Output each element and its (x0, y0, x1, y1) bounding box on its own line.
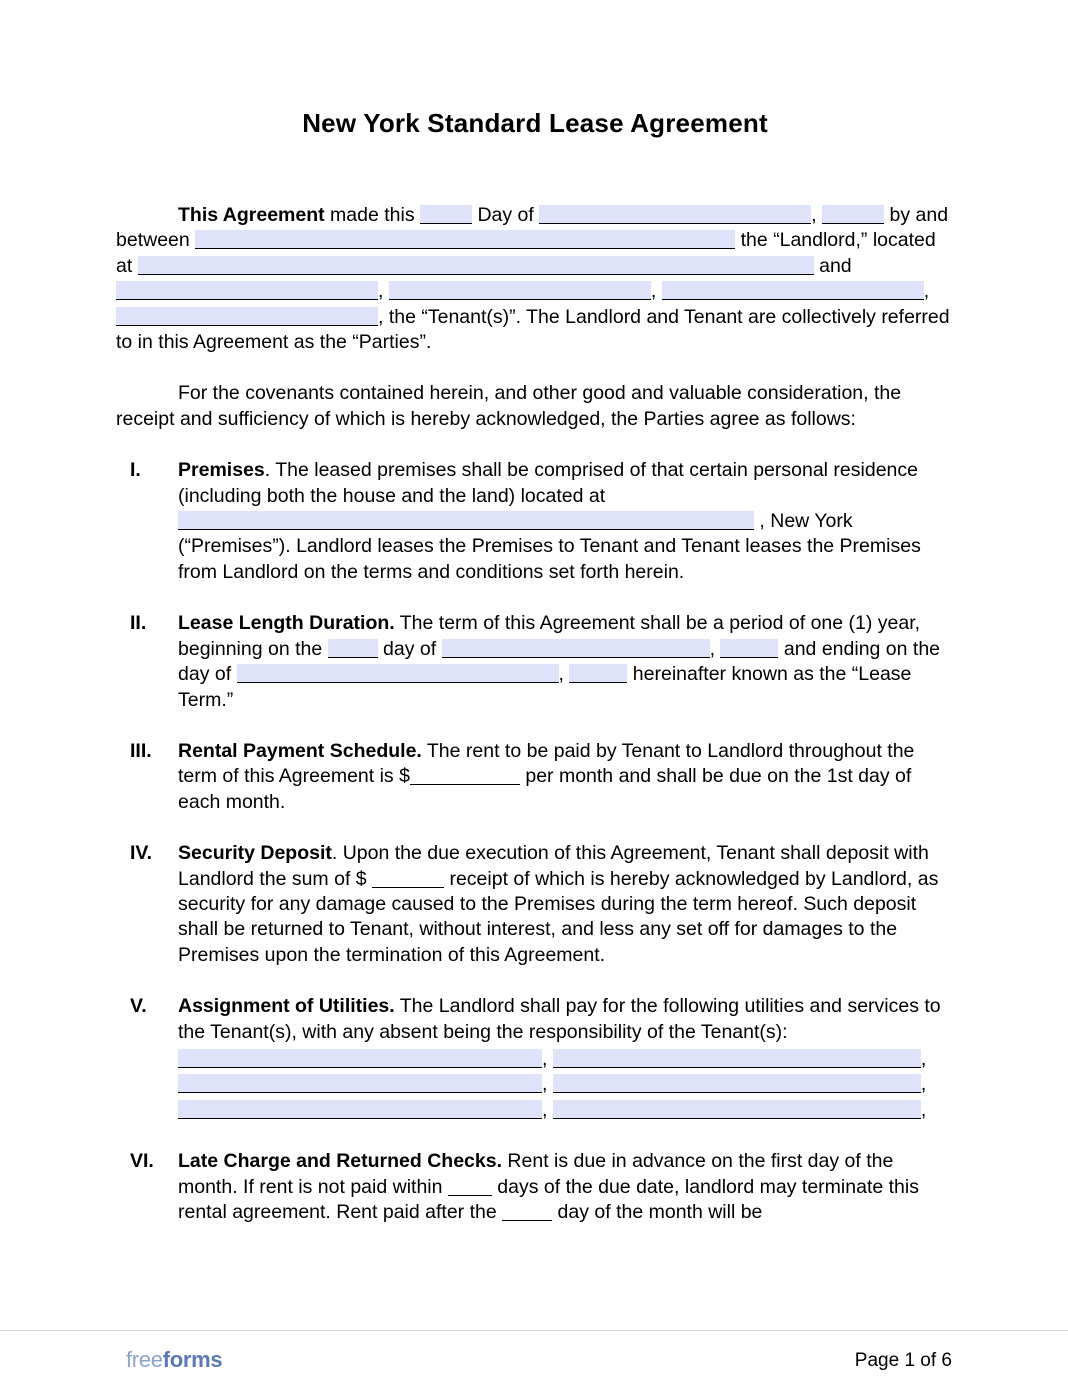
field-start-month[interactable] (442, 639, 710, 658)
intro-paragraph (116, 203, 954, 355)
section-body-1 (178, 458, 954, 585)
utility-separator-5: , (542, 1098, 548, 1121)
utility-separator-3: , (542, 1073, 548, 1096)
utility-separator-6: , (920, 1098, 927, 1121)
section-number-6: VI. (130, 1150, 154, 1173)
field-year[interactable] (822, 205, 884, 224)
page-footer (0, 1330, 1068, 1386)
section-text-2b: day of (377, 637, 442, 660)
field-deposit-amount[interactable] (372, 869, 444, 888)
field-utility-1[interactable] (178, 1049, 542, 1068)
section-text-6b: days of the due date, landlord may terminate this rental agreement. Rent paid after the (178, 1175, 919, 1223)
section-heading-4: Security Deposit (178, 842, 332, 865)
intro-text-3: , (811, 204, 823, 226)
field-grace-days[interactable] (448, 1177, 492, 1196)
section-rental-payment (116, 739, 954, 815)
section-text-6c: day of the month will be (552, 1201, 763, 1223)
field-utility-4[interactable] (553, 1074, 921, 1093)
utilities-blank-lines (178, 1047, 954, 1123)
intro-text-8: , (650, 280, 662, 303)
field-end-year[interactable] (569, 664, 627, 683)
intro-text-10: , the “Tenant(s)”. The Landlord and Tenant are collectively referred to in this Agreement as the “Parties”. (116, 305, 950, 354)
brand-logo (126, 1347, 222, 1373)
section-text-1b: , New York (“Premises”). Landlord leases the Premises to Tenant and Tenant leases the Premises from Landlord on the terms and conditions set forth herein. (178, 510, 921, 583)
section-lease-length (116, 611, 954, 713)
field-tenant-3[interactable] (662, 281, 924, 300)
section-heading-3: Rental Payment Schedule. (178, 739, 422, 762)
section-heading-5: Assignment of Utilities. (178, 995, 395, 1018)
intro-text-2: Day of (472, 204, 540, 226)
section-text-2a: The term of this Agreement shall be a period of one (1) year, beginning on the (178, 612, 921, 660)
section-text-2e: , (558, 663, 570, 686)
field-landlord-name[interactable] (195, 230, 735, 249)
field-start-year[interactable] (720, 639, 778, 658)
utility-separator-4: , (920, 1073, 927, 1096)
field-monthly-rent[interactable] (410, 766, 520, 785)
field-utility-3[interactable] (178, 1074, 542, 1093)
utilities-row-1 (178, 1047, 954, 1072)
utilities-row-3 (178, 1098, 954, 1123)
section-text-5a: The Landlord shall pay for the following utilities and services to the Tenant(s), with any absent being the responsibility of the Tenant(s): (178, 995, 941, 1043)
section-security-deposit (116, 841, 954, 968)
field-month[interactable] (539, 205, 811, 224)
intro-text-9: , (923, 280, 930, 303)
document-body (116, 108, 954, 1225)
covenants-paragraph: For the covenants contained herein, and other good and valuable consideration, the receipt and sufficiency of which is hereby acknowledged, the Parties agree as follows: (116, 382, 902, 430)
section-body-5 (178, 994, 954, 1123)
field-end-date[interactable] (237, 664, 559, 683)
section-number-2: II. (130, 612, 147, 635)
section-text-2f: hereinafter known as the “Lease Term.” (178, 663, 912, 711)
utility-separator-2: , (920, 1047, 927, 1070)
section-text-4a: . Upon the due execution of this Agreement, Tenant shall deposit with Landlord the sum of $ (178, 842, 929, 890)
brand-light-text: free (126, 1347, 163, 1372)
section-body-4 (178, 841, 954, 968)
utility-separator-1: , (542, 1047, 548, 1070)
section-text-3b: per month and shall be due on the 1st day of each month. (178, 765, 912, 813)
section-text-6a: Rent is due in advance on the first day of the month. If rent is not paid within (178, 1150, 894, 1198)
section-text-1a: . The leased premises shall be comprised of that certain personal residence (including both the house and the land) located at (178, 459, 918, 507)
field-tenant-4[interactable] (116, 307, 378, 326)
field-utility-2[interactable] (553, 1049, 921, 1068)
intro-text-5: the “Landlord,” located at (116, 229, 936, 277)
field-start-day[interactable] (328, 639, 378, 658)
section-text-2c: , (709, 637, 721, 660)
field-utility-5[interactable] (178, 1100, 542, 1119)
section-number-4: IV. (130, 842, 153, 865)
section-body-2 (178, 611, 954, 713)
utilities-row-2 (178, 1072, 954, 1097)
section-number-3: III. (130, 739, 152, 762)
page-number: Page 1 of 6 (854, 1350, 952, 1371)
section-late-charge (116, 1149, 954, 1225)
section-number-5: V. (130, 995, 147, 1018)
section-number-1: I. (130, 459, 141, 482)
field-utility-6[interactable] (553, 1100, 921, 1119)
field-tenant-1[interactable] (116, 281, 378, 300)
section-text-3a: The rent to be paid by Tenant to Landlord throughout the term of this Agreement is $ (178, 739, 915, 788)
section-premises (116, 458, 954, 585)
intro-lead-bold: This Agreement (178, 204, 325, 226)
footer-divider (0, 1330, 1068, 1331)
section-body-6 (178, 1149, 954, 1225)
intro-text-1: made this (324, 204, 421, 226)
field-tenant-2[interactable] (389, 281, 651, 300)
field-landlord-address[interactable] (138, 256, 814, 275)
intro-text-6: and (813, 254, 852, 277)
section-heading-1: Premises (178, 459, 265, 482)
intro-text-4: by and between (116, 204, 949, 252)
field-late-day[interactable] (502, 1202, 552, 1221)
brand-bold-text: forms (162, 1347, 223, 1372)
section-text-2d: and ending on the day of (178, 637, 941, 686)
section-body-3 (178, 739, 954, 815)
section-heading-2: Lease Length Duration. (178, 612, 395, 635)
section-text-4b: receipt of which is hereby acknowledged by Landlord, as security for any damage caused to the Premises during the term hereof. Such deposit shall be returned to Tenant, without interest, and less any set off for damages to the Premises upon the termination of this Agreement. (178, 867, 939, 966)
intro-text-7: , (378, 280, 389, 303)
section-heading-6: Late Charge and Returned Checks. (178, 1150, 502, 1173)
section-assignment-utilities (116, 994, 954, 1123)
field-day-number[interactable] (420, 205, 472, 224)
page-title: New York Standard Lease Agreement (302, 108, 768, 138)
field-premises-address[interactable] (178, 511, 754, 530)
